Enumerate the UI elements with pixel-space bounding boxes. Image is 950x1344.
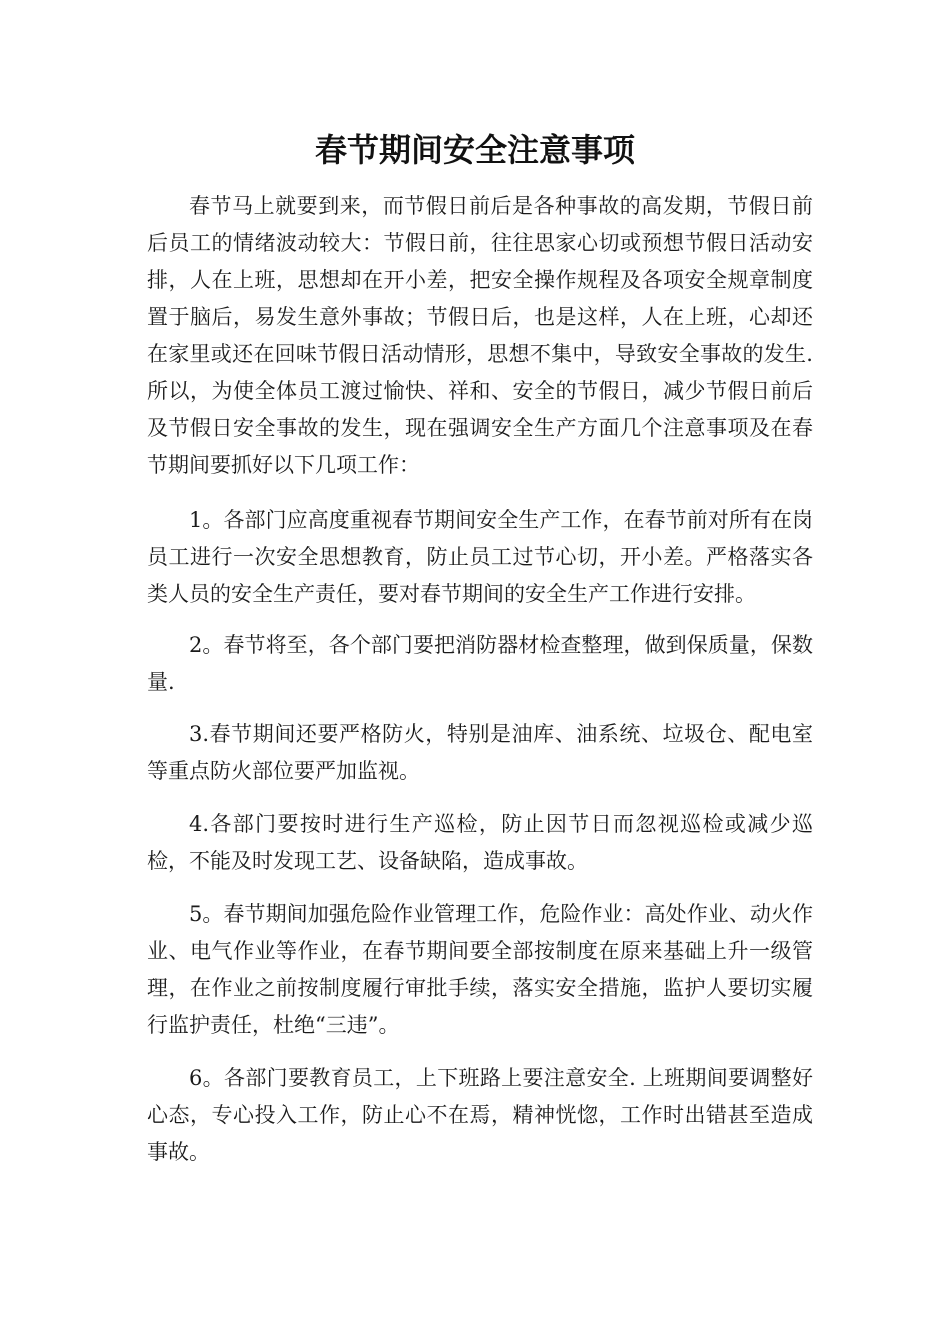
intro-paragraph: 春节马上就要到来，而节假日前后是各种事故的高发期，节假日前后员工的情绪波动较大：节假日前，往往思家心切或预想节假日活动安排，人在上班，思想却在开小差，把安全操作规程及各项安全规章制度置于脑后，易发生意外事故；节假日后，也是这样，人在上班，心却还在家里或还在回味节假日活动情形，思想不集中，导致安全事故的发生. 所以，为使全体员工渡过愉快、祥和、安全的节假日，减少节假日前后及节假日安全事故的发生，现在强调安全生产方面几个注意事项及在春节期间要抓好以下几项工作： <box>147 194 813 477</box>
list-item: 3.春节期间还要严格防火，特别是油库、油系统、垃圾仓、配电室等重点防火部位要严加监视。 <box>147 722 813 783</box>
list-item: 1。各部门应高度重视春节期间安全生产工作，在春节前对所有在岗员工进行一次安全思想教育，防止员工过节心切，开小差。严格落实各类人员的安全生产责任，要对春节期间的安全生产工作进行安排。 <box>147 508 813 606</box>
list-item: 2。春节将至，各个部门要把消防器材检查整理，做到保质量，保数量. <box>147 633 813 694</box>
list-item: 5。春节期间加强危险作业管理工作，危险作业：高处作业、动火作业、电气作业等作业，在春节期间要全部按制度在原来基础上升一级管理，在作业之前按制度履行审批手续，落实安全措施，监护人要切实履行监护责任，杜绝“三违”。 <box>147 902 813 1037</box>
document-title: 春节期间安全注意事项 <box>314 131 635 169</box>
list-item: 4.各部门要按时进行生产巡检，防止因节日而忽视巡检或减少巡检，不能及时发现工艺、设备缺陷，造成事故。 <box>147 812 813 873</box>
list-item: 6。各部门要教育员工，上下班路上要注意安全. 上班期间要调整好心态，专心投入工作，防止心不在焉，精神恍惚，工作时出错甚至造成事故。 <box>147 1066 813 1164</box>
